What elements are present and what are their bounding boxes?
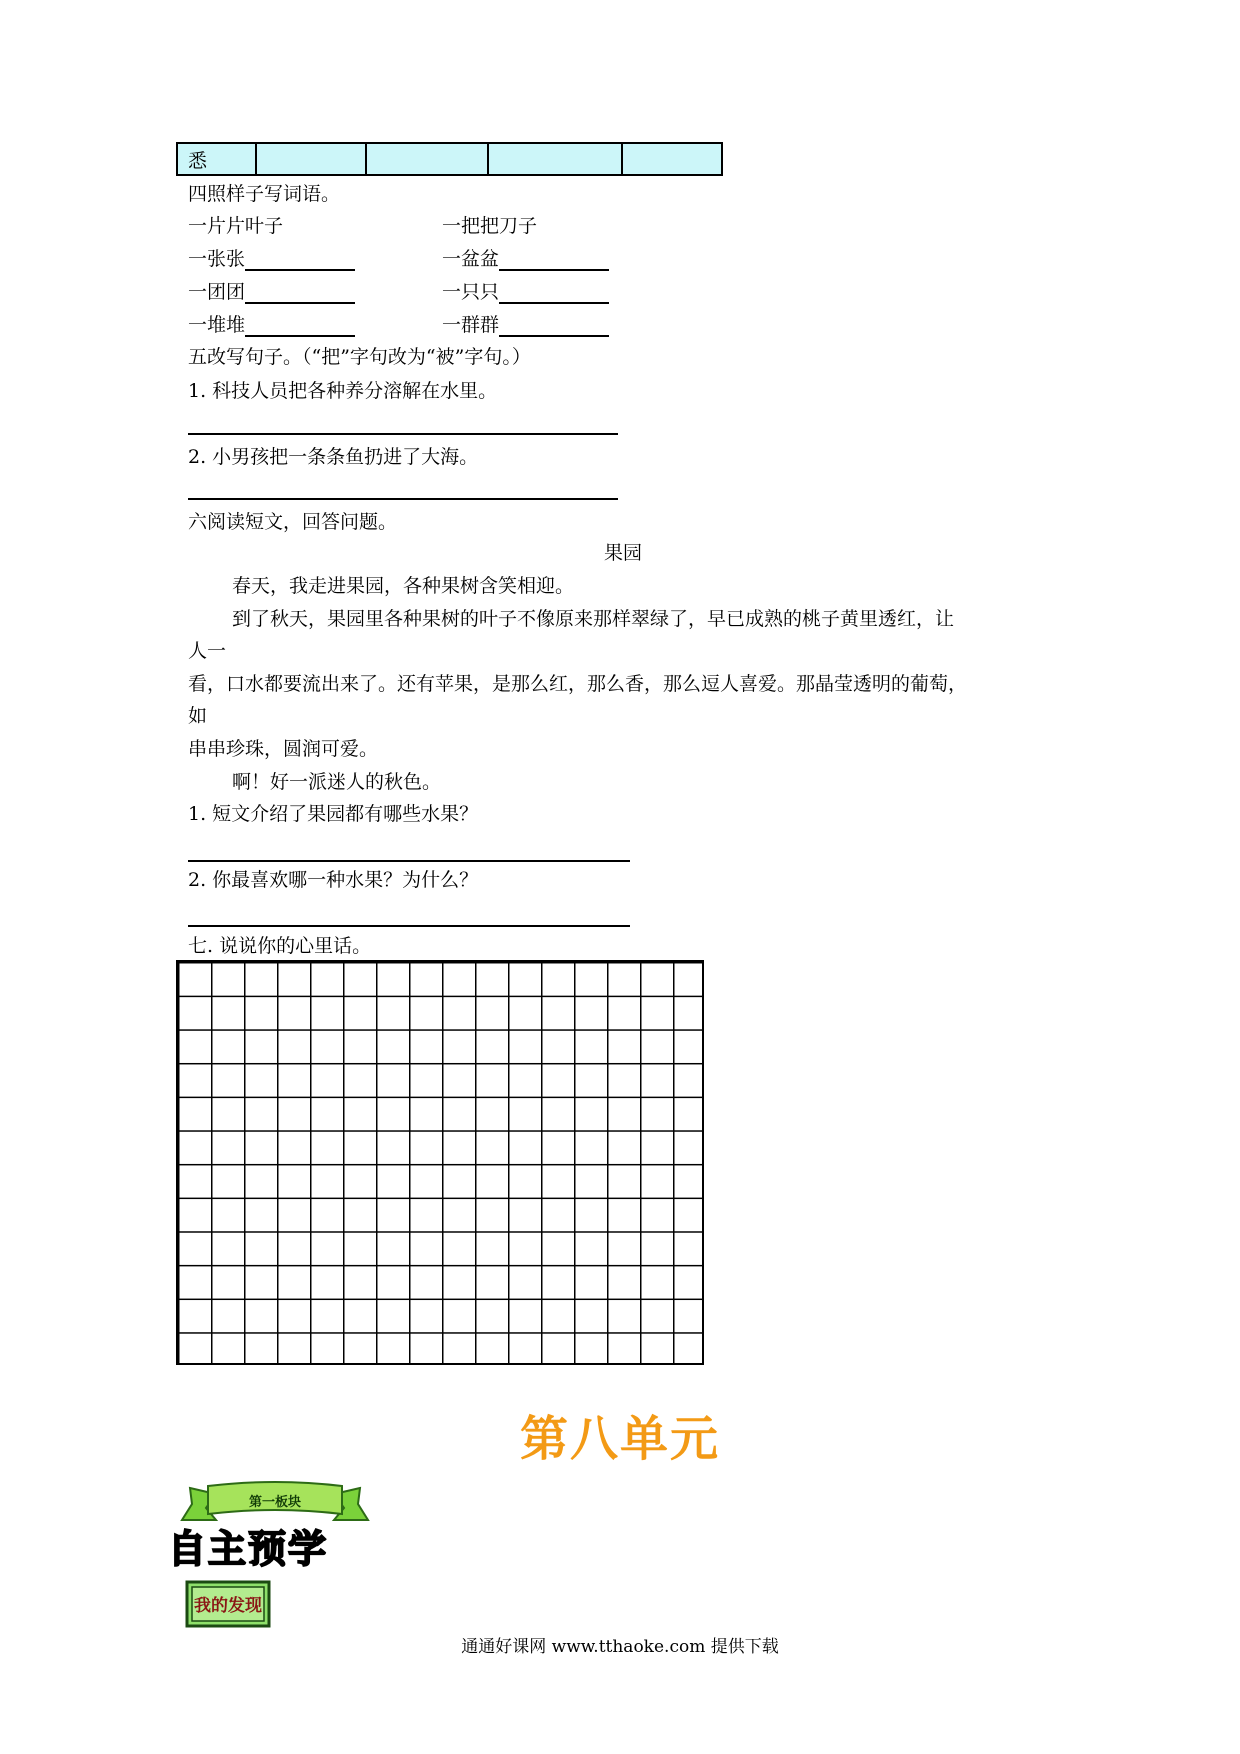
answer-blank[interactable] bbox=[499, 315, 609, 337]
word-item bbox=[442, 247, 609, 271]
word-prefix: 一团团 bbox=[188, 281, 246, 303]
discovery-box-text: 我的发现 bbox=[194, 1596, 262, 1616]
question: 1. 短文介绍了果园都有哪些水果？ bbox=[188, 803, 479, 825]
word-example-right: 一把把刀子 bbox=[442, 215, 538, 237]
banner-big-text: 自主预学 bbox=[168, 1527, 329, 1571]
passage-line: 如 bbox=[188, 705, 208, 727]
passage-line: 人一 bbox=[188, 640, 227, 662]
table-cell bbox=[256, 143, 366, 175]
word-prefix: 一盆盆 bbox=[442, 248, 500, 270]
section6-title: 六阅读短文，回答问题。 bbox=[188, 511, 398, 533]
section7-title: 七. 说说你的心里话。 bbox=[188, 935, 372, 957]
question: 2. 小男孩把一条条鱼扔进了大海。 bbox=[188, 446, 479, 468]
question: 1. 科技人员把各种养分溶解在水里。 bbox=[188, 380, 498, 402]
table-cell bbox=[488, 143, 622, 175]
top-table bbox=[176, 142, 723, 176]
section4-title: 四照样子写词语。 bbox=[188, 183, 341, 205]
answer-blank[interactable] bbox=[245, 315, 355, 337]
answer-line[interactable] bbox=[188, 925, 630, 927]
answer-blank[interactable] bbox=[499, 249, 609, 271]
word-item bbox=[442, 280, 609, 304]
passage-title: 果园 bbox=[604, 542, 643, 564]
footer-text: 通通好课网 www.tthaoke.com 提供下载 bbox=[461, 1637, 779, 1657]
table-cell: 悉 bbox=[177, 143, 256, 175]
word-prefix: 一只只 bbox=[442, 281, 500, 303]
word-prefix: 一堆堆 bbox=[188, 314, 246, 336]
writing-grid[interactable] bbox=[176, 960, 704, 1365]
table-cell bbox=[366, 143, 488, 175]
word-prefix: 一群群 bbox=[442, 314, 500, 336]
word-prefix: 一张张 bbox=[188, 248, 246, 270]
section5-title: 五改写句子。（“把”字句改为“被”字句。） bbox=[188, 346, 531, 368]
word-item bbox=[188, 280, 355, 304]
word-item bbox=[188, 313, 355, 337]
word-item bbox=[188, 247, 355, 271]
word-example-left: 一片片叶子 bbox=[188, 215, 284, 237]
question: 2. 你最喜欢哪一种水果？为什么？ bbox=[188, 869, 479, 891]
section-banner bbox=[160, 1480, 390, 1640]
ribbon-text: 第一板块 bbox=[248, 1495, 302, 1510]
answer-blank[interactable] bbox=[499, 282, 609, 304]
passage-line: 啊！好一派迷人的秋色。 bbox=[232, 771, 442, 793]
answer-blank[interactable] bbox=[245, 282, 355, 304]
passage-line: 看，口水都要流出来了。还有苹果，是那么红，那么香，那么逗人喜爱。那晶莹透明的葡萄， bbox=[188, 673, 968, 695]
table-cell bbox=[622, 143, 722, 175]
answer-line[interactable] bbox=[188, 433, 618, 435]
unit-title: 第八单元 bbox=[519, 1411, 720, 1467]
passage-line: 春天，我走进果园，各种果树含笑相迎。 bbox=[232, 575, 575, 597]
answer-line[interactable] bbox=[188, 860, 630, 862]
answer-line[interactable] bbox=[188, 498, 618, 500]
word-item bbox=[442, 313, 609, 337]
passage-line: 串串珍珠，圆润可爱。 bbox=[188, 738, 379, 760]
passage-line: 到了秋天，果园里各种果树的叶子不像原来那样翠绿了，早已成熟的桃子黄里透红，让 bbox=[232, 608, 955, 630]
answer-blank[interactable] bbox=[245, 249, 355, 271]
